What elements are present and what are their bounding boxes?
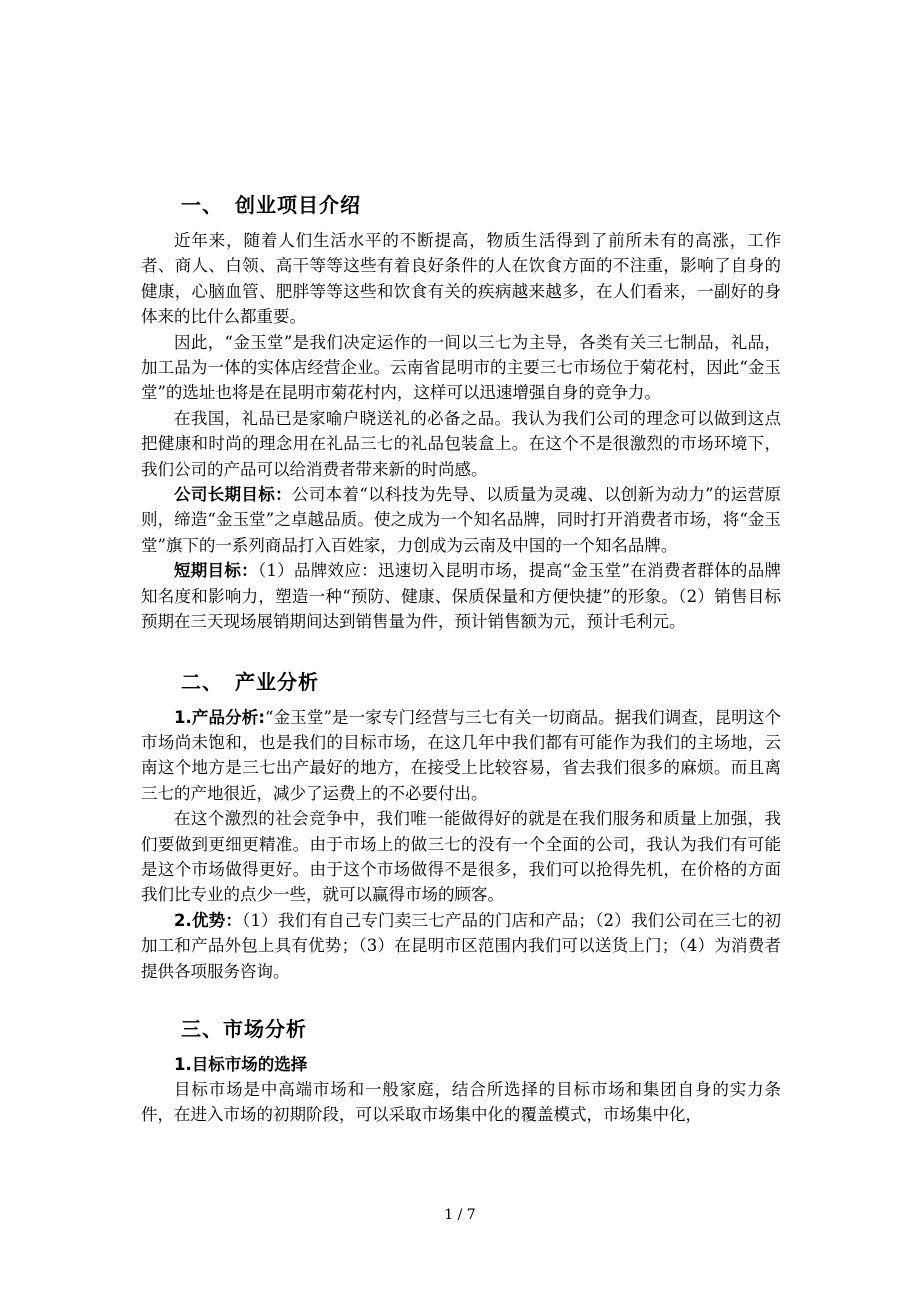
target-market-subheading: 1.目标市场的选择	[174, 1054, 308, 1074]
section-3-number: 三、	[181, 1016, 223, 1041]
page-content	[141, 190, 781, 1128]
short-term-goal-text: （1）品牌效应：迅速切入昆明市场，提高“金玉堂”在消费者群体的品牌知名度和影响力，塑造一种“预防、健康、保质保量和方便快捷”的形象。（2）销售目标预期在三天现场展销期间达到销售量为件，预计销售额为元，预计毛利元。	[141, 561, 781, 632]
section-1-paragraph-1: 近年来，随着人们生活水平的不断提高，物质生活得到了前所未有的高涨，工作者、商人、白领、高干等等这些有着良好条件的人在饮食方面的不注重，影响了自身的健康，心脑血管、肥胖等等这些和饮食有关的疾病越来越多，在人们看来，一副好的身体来的比什么都重要。	[141, 231, 781, 327]
product-analysis-paragraph	[141, 705, 781, 807]
product-analysis-label: 1.产品分析:	[174, 707, 266, 727]
section-1-paragraph-3: 在我国，礼品已是家喻户晓送礼的必备之品。我认为我们公司的理念可以做到这点把健康和时尚的理念用在礼品三七的礼品包装盒上。在这个不是很激烈的市场环境下，我们公司的产品可以给消费者带来新的时尚感。	[141, 408, 781, 479]
long-term-goal-label: 公司长期目标：	[174, 485, 292, 505]
advantage-text: （1）我们有自己专门卖三七产品的门店和产品；（2）我们公司在三七的初加工和产品外包上具有优势；（3）在昆明市区范围内我们可以送货上门；（4）为消费者提供各项服务咨询。	[141, 910, 782, 981]
product-analysis-text: “金玉堂”是一家专门经营与三七有关一切商品。据我们调查，昆明这个市场尚未饱和，也是我们的目标市场，在这几年中我们都有可能作为我们的主场地，云南这个地方是三七出产最好的地方，在接受上比较容易，省去我们很多的麻烦。而且离三七的产地很近，减少了运费上的不必要付出。	[141, 707, 781, 803]
section-2-heading	[181, 667, 781, 697]
short-term-goal-label: 短期目标：	[174, 561, 258, 581]
section-1-title: 创业项目介绍	[235, 193, 361, 217]
long-term-goal-text: 公司本着“以科技为先导、以质量为灵魂、以创新为动力”的运营原则，缔造“金玉堂”之卓越品质。使之成为一个知名品牌，同时打开消费者市场，将“金玉堂”旗下的一系列商品打入百姓家，力创成为云南及中国的一个知名品牌。	[141, 485, 782, 555]
section-3-title: 市场分析	[223, 1016, 307, 1041]
section-2-title: 产业分析	[235, 669, 319, 694]
section-2-number: 二、	[181, 669, 223, 694]
section-1-number: 一、	[181, 193, 223, 217]
short-term-goal-paragraph	[141, 558, 781, 634]
section-3-paragraph-1: 目标市场是中高端市场和一般家庭，结合所选择的目标市场和集团自身的实力条件，在进入市场的初期阶段，可以采取市场集中化的覆盖模式，市场集中化，	[141, 1079, 781, 1125]
page-number: 1 / 7	[444, 1207, 476, 1223]
section-2-paragraph-2: 在这个激烈的社会竞争中，我们唯一能做得好的就是在我们服务和质量上加强，我们要做到更细更精准。由于市场上的做三七的没有一个全面的公司，我认为我们有可能是这个市场做得更好。由于这个市场做得不是很多，我们可以抢得先机，在价格的方面我们比专业的点少一些，就可以赢得市场的顾客。	[141, 809, 781, 905]
advantage-label: 2.优势：	[174, 910, 243, 930]
long-term-goal-paragraph	[141, 482, 781, 558]
advantage-paragraph	[141, 908, 781, 984]
section-3-heading	[181, 1014, 781, 1044]
section-1-paragraph-2: 因此，“金玉堂”是我们决定运作的一间以三七为主导，各类有关三七制品，礼品，加工品为一体的实体店经营企业。云南省昆明市的主要三七市场位于菊花村，因此“金玉堂”的选址也将是在昆明市菊花村内，这样可以迅速增强自身的竞争力。	[141, 332, 781, 403]
section-1-heading	[181, 190, 781, 220]
